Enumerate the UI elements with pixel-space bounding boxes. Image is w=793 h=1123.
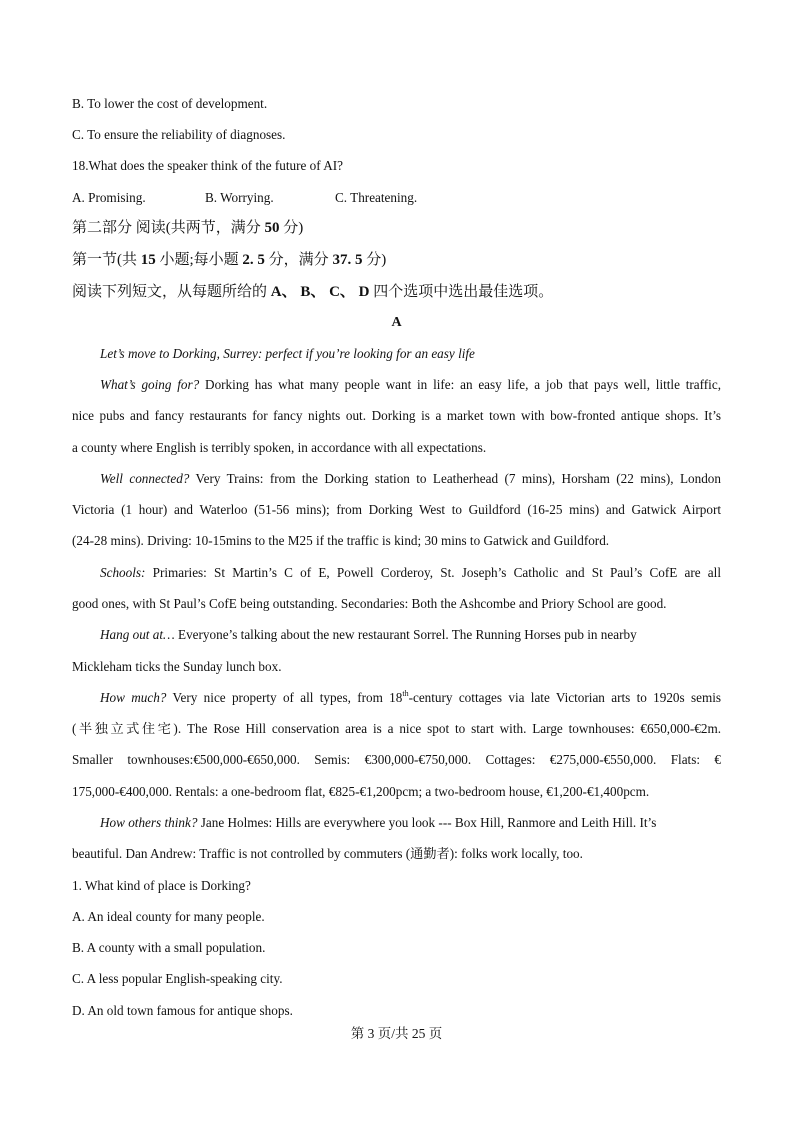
q1-option-b: B. A county with a small population. xyxy=(72,940,266,955)
q1-option-c: C. A less popular English-speaking city. xyxy=(72,971,283,986)
part2-heading-text: 第二部分 阅读(共两节，满分 xyxy=(72,220,265,236)
q18-option-a: A. Promising. xyxy=(72,190,146,205)
p4-text: Everyone’s talking about the new restaurant Sorrel. The Running Horses pub in nearby xyxy=(174,627,637,642)
q17-option-b: B. To lower the cost of development. xyxy=(72,96,268,111)
p6-line1 xyxy=(100,814,721,832)
p3-lead: Schools: xyxy=(100,565,146,580)
q1-option-d: D. An old town famous for antique shops. xyxy=(72,1003,293,1018)
part2-heading xyxy=(72,219,721,237)
instruction-suffix: 四个选项中选出最佳选项。 xyxy=(369,284,554,300)
p5-text-b: -century cottages via late Victorian arts to 1920s semis xyxy=(408,690,722,705)
part2-heading-suffix: 分) xyxy=(279,220,304,236)
q1-option-a: A. An ideal county for many people. xyxy=(72,909,265,924)
q18-stem: 18.What does the speaker think of the future of AI? xyxy=(72,158,343,173)
p5-lead: How much? xyxy=(100,690,167,705)
p4-line2: Mickleham ticks the Sunday lunch box. xyxy=(72,659,282,674)
passage-subtitle-text: Let’s move to Dorking, Surrey: perfect if you’re looking for an easy life xyxy=(100,346,475,361)
q18-option-c: C. Threatening. xyxy=(335,190,418,205)
q18-option-b: B. Worrying. xyxy=(205,190,274,205)
q18-options xyxy=(72,189,721,207)
instruction-text: 阅读下列短文，从每题所给的 xyxy=(72,284,271,300)
section1-each-score: 2. 5 xyxy=(242,252,265,268)
reading-instruction xyxy=(72,283,721,301)
q17-option-c: C. To ensure the reliability of diagnoses. xyxy=(72,127,286,142)
q1-stem: 1. What kind of place is Dorking? xyxy=(72,878,251,893)
p5-line1 xyxy=(100,689,721,707)
p2-line3: (24-28 mins). Driving: 10-15mins to the M25 if the traffic is kind; 30 mins to Gatwick and Guildford. xyxy=(72,533,610,548)
section1-total-score: 37. 5 xyxy=(332,252,363,268)
p3-line1 xyxy=(100,564,721,582)
section1-heading-mid1: 小题;每小题 xyxy=(155,252,243,268)
p6-text: Jane Holmes: Hills are everywhere you look --- Box Hill, Ranmore and Leith Hill. It’s xyxy=(197,815,657,830)
section1-heading xyxy=(72,251,721,269)
p5-superscript: th xyxy=(402,689,409,698)
p2-lead: Well connected? xyxy=(100,471,190,486)
page-footer: 第 3 页/共 25 页 xyxy=(350,1026,443,1041)
p1-line2: nice pubs and fancy restaurants for fancy nights out. Dorking is a market town with bow-fronted antique shops. It’s xyxy=(72,408,721,423)
p3-line2: good ones, with St Paul’s CofE being outstanding. Secondaries: Both the Ashcombe and Priory School are good. xyxy=(72,596,667,611)
p6-line2: beautiful. Dan Andrew: Traffic is not controlled by commuters (通勤者): folks work locally, too. xyxy=(72,846,583,861)
p1-line3: a county where English is terribly spoken, in accordance with all expectations. xyxy=(72,440,487,455)
passage-subtitle xyxy=(100,345,721,363)
p1-line1 xyxy=(100,376,721,394)
p5-text-a: Very nice property of all types, from 18 xyxy=(166,690,403,705)
p2-text: Very Trains: from the Dorking station to Leatherhead (7 mins), Horsham (22 mins), London xyxy=(189,471,721,486)
section1-heading-suffix: 分) xyxy=(362,252,387,268)
p2-line1 xyxy=(100,470,721,488)
p4-line1 xyxy=(100,626,669,644)
p1-lead: What’s going for? xyxy=(100,377,200,392)
p1-text: Dorking has what many people want in life: an easy life, a job that pays well, little traffic, xyxy=(199,377,722,392)
p2-line2: Victoria (1 hour) and Waterloo (51-56 mins); from Dorking West to Guildford (16-25 mins) and Gatwick Airport xyxy=(72,502,721,517)
p5-line3: Smaller townhouses:€500,000-€650,000. Semis: €300,000-€750,000. Cottages: €275,000-€550,000. Flats: € xyxy=(72,752,721,767)
section1-count: 15 xyxy=(140,252,156,268)
instruction-letters: A、 B、 C、 D xyxy=(270,284,370,300)
section1-heading-mid2: 分，满分 xyxy=(264,252,333,268)
part2-score: 50 xyxy=(264,220,280,236)
p3-text: Primaries: St Martin’s C of E, Powell Corderoy, St. Joseph’s Catholic and St Paul’s CofE are all xyxy=(145,565,721,580)
passage-label: A xyxy=(391,315,402,330)
p5-line2: (半独立式住宅). The Rose Hill conservation area is a nice spot to start with. Large townhouses: €650,000-€2m. xyxy=(72,721,721,736)
p6-lead: How others think? xyxy=(100,815,198,830)
p4-lead: Hang out at… xyxy=(100,627,175,642)
p5-line4: 175,000-€400,000. Rentals: a one-bedroom flat, €825-€1,200pcm; a two-bedroom house, €1,200-€1,400pcm. xyxy=(72,784,650,799)
section1-heading-text: 第一节(共 xyxy=(72,252,141,268)
